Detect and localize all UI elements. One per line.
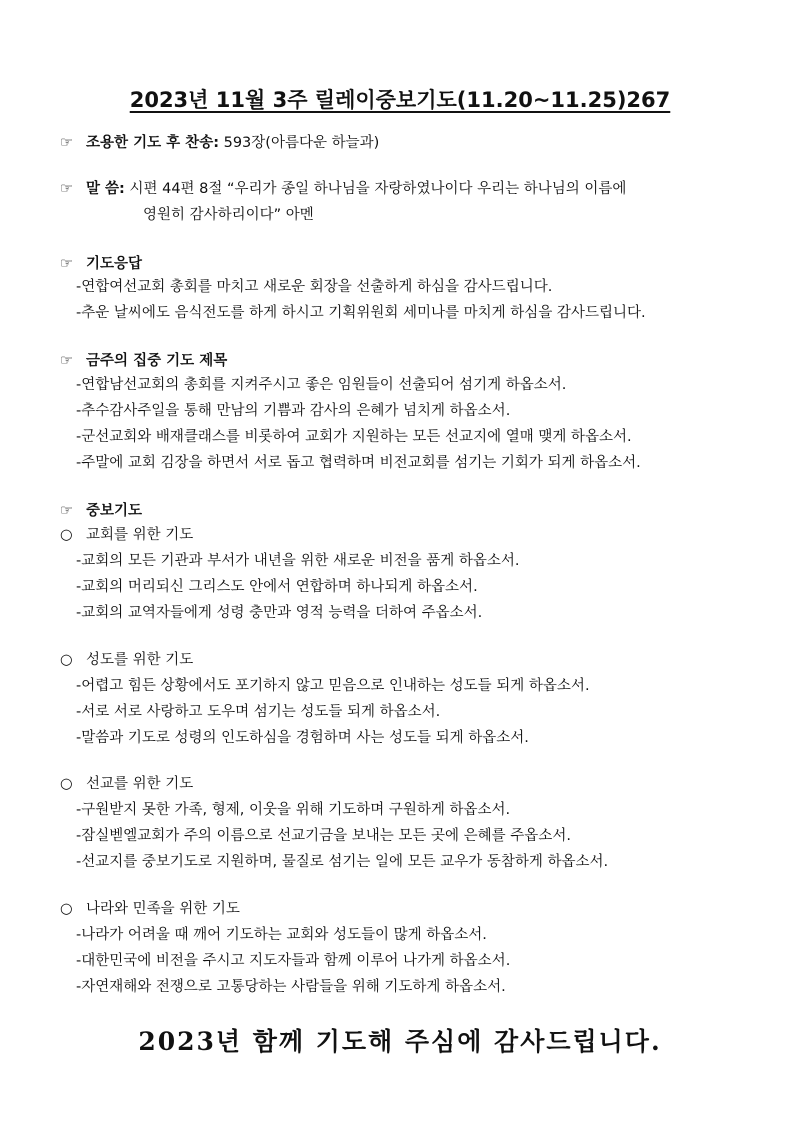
intercession-item: -잠실벧엘교회가 주의 이름으로 선교기금을 보내는 모든 곳에 은혜를 주옵소서. — [76, 828, 571, 844]
group-title-mission: ○ 선교를 위한 기도 — [60, 776, 194, 792]
pointing-hand-icon: ☞ — [60, 181, 73, 197]
page-title: 2023년 11월 3주 릴레이중보기도(11.20~11.25)267 — [129, 88, 671, 112]
intercession-item: -교회의 머리되신 그리스도 안에서 연합하며 하나되게 하옵소서. — [76, 579, 478, 595]
closing-thanks: 2023년 함께 기도해 주심에 감사드립니다. — [138, 1027, 662, 1056]
verse-label: 말 씀: — [86, 181, 125, 197]
focus-item: -주말에 교회 김장을 하면서 서로 돕고 협력하며 비전교회를 섬기는 기회가 되게 하옵소서. — [76, 455, 641, 471]
intercession-item: -나라가 어려울 때 깨어 기도하는 교회와 성도들이 많게 하옵소서. — [76, 927, 487, 943]
pointing-hand-icon: ☞ — [60, 135, 73, 151]
circle-bullet-icon: ○ — [60, 901, 73, 917]
hymn-line — [60, 133, 379, 153]
pointing-hand-icon: ☞ — [60, 256, 73, 272]
group-title-church: ○ 교회를 위한 기도 — [60, 527, 194, 543]
intercession-item: -자연재해와 전쟁으로 고통당하는 사람들을 위해 기도하게 하옵소서. — [76, 979, 506, 995]
focus-item: -군선교회와 배재클래스를 비롯하여 교회가 지원하는 모든 선교지에 열매 맺게 하옵소서. — [76, 429, 632, 445]
verse-text-1: 시편 44편 8절 “우리가 종일 하나님을 자랑하였나이다 우리는 하나님의 이름에 — [124, 181, 627, 197]
intercession-item: -교회의 모든 기관과 부서가 내년을 위한 새로운 비전을 품게 하옵소서. — [76, 553, 520, 569]
intercession-item: -서로 서로 사랑하고 도우며 섬기는 성도들 되게 하옵소서. — [76, 704, 441, 720]
circle-bullet-icon: ○ — [60, 776, 73, 792]
verse-line-1 — [60, 179, 626, 199]
intercession-item: -말씀과 기도로 성령의 인도하심을 경험하며 사는 성도들 되게 하옵소서. — [76, 730, 529, 746]
intercession-heading: ☞ 중보기도 — [60, 503, 143, 519]
focus-heading: ☞ 금주의 집중 기도 제목 — [60, 353, 228, 369]
verse-line-2: 영원히 감사하리이다” 아멘 — [143, 207, 314, 223]
pointing-hand-icon: ☞ — [60, 353, 73, 369]
answered-item: -연합여선교회 총회를 마치고 새로운 회장을 선출하게 하심을 감사드립니다. — [76, 279, 553, 295]
intercession-item: -선교지를 중보기도로 지원하며, 물질로 섬기는 일에 모든 교우가 동참하게 하옵소서. — [76, 854, 609, 870]
intercession-item: -교회의 교역자들에게 성령 충만과 영적 능력을 더하여 주옵소서. — [76, 605, 483, 621]
focus-item: -추수감사주일을 통해 만남의 기쁨과 감사의 은혜가 넘치게 하옵소서. — [76, 403, 511, 419]
intercession-item: -대한민국에 비전을 주시고 지도자들과 함께 이루어 나가게 하옵소서. — [76, 953, 511, 969]
circle-bullet-icon: ○ — [60, 527, 73, 543]
group-title-nation: ○ 나라와 민족을 위한 기도 — [60, 901, 240, 917]
pointing-hand-icon: ☞ — [60, 503, 73, 519]
circle-bullet-icon: ○ — [60, 652, 73, 668]
intercession-item: -구원받지 못한 가족, 형제, 이웃을 위해 기도하며 구원하게 하옵소서. — [76, 802, 511, 818]
focus-item: -연합남선교회의 총회를 지켜주시고 좋은 임원들이 선출되어 섬기게 하옵소서. — [76, 377, 567, 393]
intercession-item: -어렵고 힘든 상황에서도 포기하지 않고 믿음으로 인내하는 성도들 되게 하옵소서. — [76, 678, 590, 694]
answered-heading: ☞ 기도응답 — [60, 256, 143, 272]
hymn-label: 조용한 기도 후 찬송: — [86, 135, 219, 151]
answered-item: -추운 날씨에도 음식전도를 하게 하시고 기획위원회 세미나를 마치게 하심을 감사드립니다. — [76, 305, 646, 321]
hymn-text: 593장(아름다운 하늘과) — [219, 135, 380, 151]
group-title-saints: ○ 성도를 위한 기도 — [60, 652, 194, 668]
